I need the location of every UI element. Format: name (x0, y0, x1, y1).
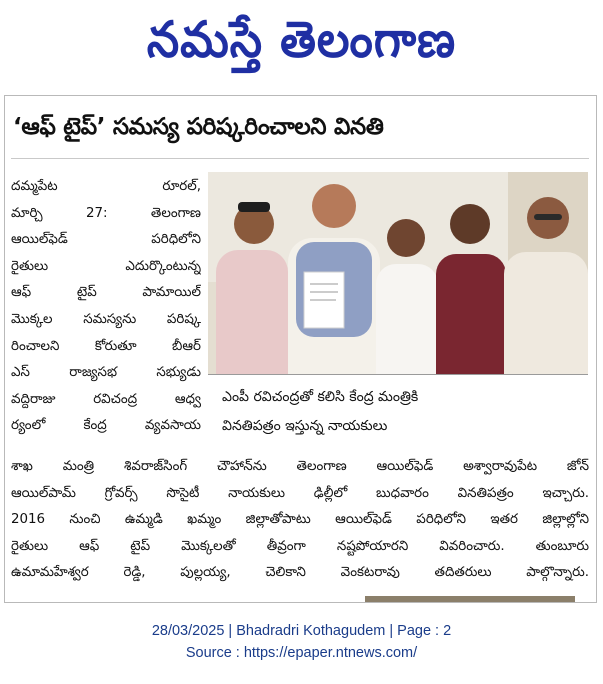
article-line: రించాలని కోరుతూ బీఆర్ (11, 338, 201, 354)
article-left-column (11, 174, 201, 440)
next-article-edge (365, 596, 575, 603)
article-full-width-text (11, 454, 589, 587)
article-line: మొక్కల సమస్యను పరిష్క (11, 311, 201, 327)
article-line: 2016 నుంచి ఉమ్మడి ఖమ్మం జిల్లాతోపాటు ఆయిల్‌ఫెడ్ పరిధిలోని ఇతర జిల్లాల్లోని (11, 512, 589, 528)
newspaper-logo: నమస్తే తెలంగాణ (146, 9, 457, 69)
article-line: ఎస్ రాజ్యసభ సభ్యుడు (11, 365, 201, 381)
memorandum-paper (304, 272, 344, 328)
source-footer (0, 620, 603, 664)
article-line: వద్దిరాజు రవిచంద్ర ఆధ్వ (11, 391, 201, 407)
photo-caption (222, 383, 578, 441)
article-headline: ‘ఆఫ్ టైప్’ సమస్య పరిష్కరించాలని వినతి (13, 114, 384, 140)
source-link[interactable]: Source : https://epaper.ntnews.com/ (185, 645, 418, 661)
article-line: దమ్మపేట రూరల్, (11, 179, 201, 194)
date-edition-page: 28/03/2025 | Bhadradri Kothagudem | Page : 2 (151, 623, 452, 639)
article-line: రైతులు ఆఫ్ టైప్ మొక్కలతో తీవ్రంగా నష్టపోయారని వివరించారు. తుంబూరు (11, 538, 589, 554)
article-line: ర్యంలో కేంద్ర వ్యవసాయ (11, 418, 201, 434)
news-clipping (4, 95, 597, 603)
headline-divider (11, 158, 589, 159)
masthead (0, 0, 603, 78)
article-line: ఆయిల్‌ఫెడ్ పరిధిలోని (11, 232, 201, 248)
article-line: రైతులు ఎదుర్కొంటున్న (11, 258, 201, 274)
photo-caption-box (208, 374, 588, 450)
article-line: మార్చి 27: తెలంగాణ (11, 205, 201, 221)
article-line: శాఖ మంత్రి శివరాజ్‌సింగ్ చౌహాన్‌ను తెలంగాణ ఆయిల్‌ఫెడ్ అశ్వారావుపేట జోన్ (11, 459, 589, 474)
article-line: ఆయిల్‌పామ్ గ్రోవర్స్ సొసైటీ నాయకులు ఢిల్లీలో బుధవారం వినతిపత్రం ఇచ్చారు. (11, 485, 589, 501)
caption-line: ఎంపీ రవిచంద్రతో కలిసి కేంద్ర మంత్రికి (222, 389, 419, 405)
caption-line: వినతిపత్రం ఇస్తున్న నాయకులు (222, 418, 388, 434)
article-line: ఉమామహేశ్వర రెడ్డి, పుల్లయ్య, చెలికాని వెంకటరావు తదితరులు పాల్గొన్నారు. (11, 565, 589, 581)
article-line: ఆఫ్ టైప్ పామాయిల్ (11, 285, 201, 301)
